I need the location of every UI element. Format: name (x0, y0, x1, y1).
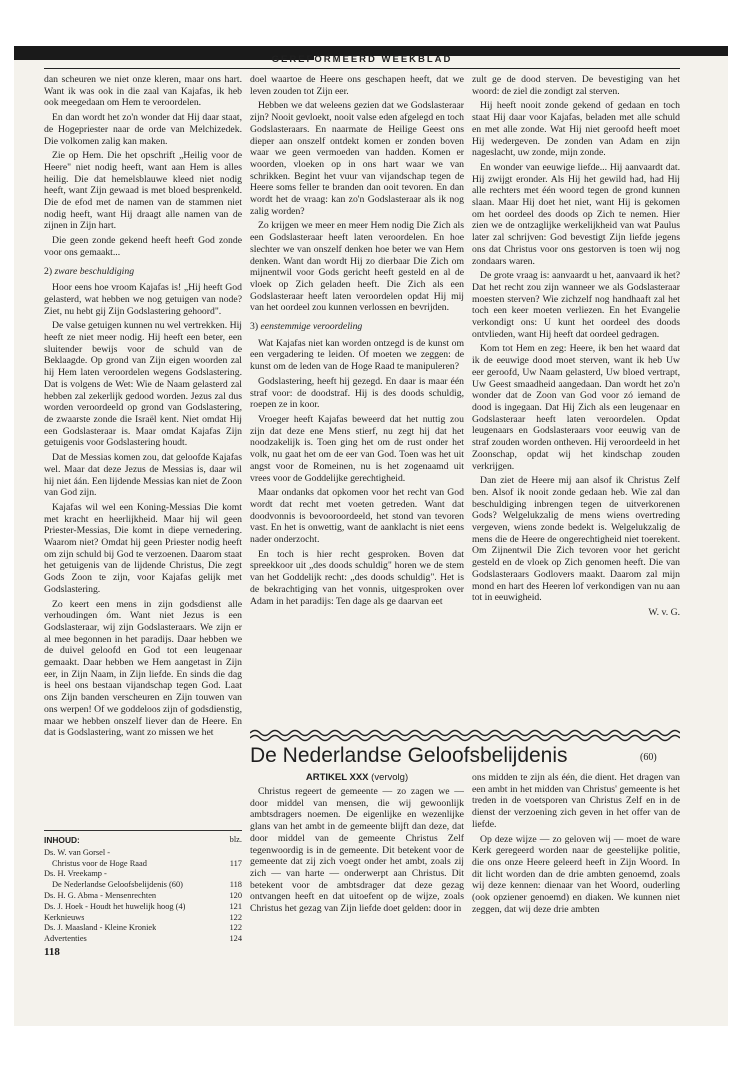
paragraph: Maar ondanks dat opkomen voor het recht van God wordt dat recht met voeten getreden. Want dat doodvonnis is bevooroordeeld, het stond van tevoren vast. En het is onwettig, want de aanklacht is niet eens nader onderzocht. (250, 487, 464, 546)
section-title: eenstemmige veroordeling (260, 321, 363, 333)
paragraph: Zie op Hem. Die het opschrift „Heilig voor de Heere" niet nodig heeft, want aan Hem is alles heilig. Die dat hemelsblauwe kleed niet nodig heeft, want Zijn gewaad is met bloed besprenkeld. Die de efod met de namen van de stammen niet nodig heeft, want Hij draagt alle namen van de zijnen in Zijn hart. (44, 150, 242, 232)
paragraph: Hoor eens hoe vroom Kajafas is! „Hij heeft God gelasterd, wat hebben we nog getuigen van node? Ziet, nu hebt gij Zijn Godslastering gehoord". (44, 282, 242, 317)
toc-entry[interactable] (44, 869, 242, 880)
paragraph: En dan wordt het zo'n wonder dat Hij daar staat, de Hogepriester naar de orde van Melchizedek. Die volkomen zalig kan maken. (44, 112, 242, 147)
page-number: 118 (44, 946, 60, 958)
toc-entry-label: Ds. J. Maasland - Kleine Kroniek (44, 923, 157, 933)
toc-entry-page: 122 (229, 912, 242, 922)
paragraph: De valse getuigen kunnen nu wel vertrekken. Hij heeft ze niet meer nodig. Hij heeft een beter, een sluitender bewijs voor de schuld van de Beklaagde. Op grond van Zijn eigen woorden zal hij Hem laten veroordelen wegens Godslastering. Dat is volgens de Wet: Wie de Naam gelasterd zal hebben zal zekerlijk gedood worden. Jezus zal dus worden veroordeeld op grond van Godslastering, de zwaarste zonde die Israël kent. Niet omdat Hij een Godslasteraar is. Maar omdat Kajafas Zijn getuigenis voor Godslastering houdt. (44, 320, 242, 449)
toc-entry-page: 118 (229, 880, 242, 890)
paragraph: dan scheuren we niet onze kleren, maar ons hart. Want ik was ook in die zaal van Kajafas, ik heb ook meegedaan om Hem te veroordelen. (44, 74, 242, 109)
section-number: 2) (44, 265, 53, 277)
paragraph: En toch is hier recht gesproken. Boven dat spreekkoor uit „des doods schuldig" horen we de stem van het Goddelijk recht: „des doods schuldig". Het is de bekrachtiging van het vonnis, uitgesproken over Adam in het paradijs: Ten dage als ge daarvan eet (250, 548, 464, 607)
paragraph: Godslastering, heeft hij gezegd. En daar is maar één straf voor: de doodstraf. Hij is des doods schuldig, roepen ze in koor. (250, 375, 464, 411)
author-signature: W. v. G. (648, 606, 680, 618)
toc-entry-label: Advertenties (44, 934, 87, 944)
toc-entry[interactable] (44, 902, 242, 913)
decorative-wave-divider (250, 728, 680, 742)
running-header: GEREFORMEERD WEEKBLAD (271, 54, 453, 65)
toc-entry-page (238, 848, 242, 859)
paragraph: ons midden te zijn als één, die dient. Het dragen van een ambt in het midden van Christus' gemeente is het treden in de voetsporen van Christus Zelf en in de dienst der verzoening zich geven in het offer van de liefde. (472, 772, 680, 830)
toc-entry-page: 121 (229, 901, 242, 911)
paragraph: Dat de Messias komen zou, dat geloofde Kajafas wel. Maar dat deze Jezus de Messias is, daar wil hij niet áán. Een lijdende Messias kan niet de Zoon van God zijn. (44, 452, 242, 499)
toc-entry[interactable] (44, 891, 242, 902)
paragraph: doel waartoe de Heere ons geschapen heeft, dat we leven zouden tot Zijn eer. (250, 74, 464, 97)
paragraph: Dan ziet de Heere mij aan alsof ik Christus Zelf ben. Alsof ik nooit zonde gedaan heb. Wie zal dan beschuldiging inbrengen tegen de uitverkorenen Gods? Welgelukzalig de mens wiens overtreding vergeven, wiens zonde bedekt is. Welgelukzalig de mens die de Heere de ongerechtigheid niet toerekent. Om Zijnentwil Die Zich tevoren voor het gericht gesteld en de vloek op Zich genomen heeft. Die van Godslasteraars Godlovers maakt. Daarom zal mijn mond en hart des Heeren lof verkondigen van nu aan tot in eeuwigheid. (472, 475, 680, 604)
paragraph: En wonder van eeuwige liefde... Hij aanvaardt dat. Hij zwijgt eronder. Als Hij het gewild had, had Hij alle rechters met één woord tegen de grond kunnen slaan. Maar Hij doet het niet, want Hij is gekomen om het oordeel des doods op Zich te nemen. Hier zien we de ontzaglijke werkelijkheid van wat Paulus later zal schrijven: God bevestigt Zijn liefde jegens ons dat Christus voor ons gestorven is toen wij nog zondaars waren. (472, 161, 680, 267)
toc-entry[interactable] (44, 880, 242, 891)
toc-page-label: blz. (229, 835, 242, 844)
table-of-contents (44, 830, 242, 945)
section-title: zware beschuldiging (54, 265, 135, 277)
article-subtitle-main: ARTIKEL XXX (305, 772, 369, 783)
toc-entry-page: 122 (229, 923, 242, 933)
paragraph: Op deze wijze — zo geloven wij — moet de ware Kerk geregeerd worden naar de geestelijke politie, die ons onze Heere geleerd heeft in Zijn Woord. In dit licht worden dan de drie ambten genoemd, zoals wij deze kennen: dienaar van het Woord, ouderling (ook opziener genoemd) en diaken. We kunnen niet zeggen, dat wij deze drie ambten (472, 833, 680, 915)
toc-entry-page: 120 (229, 890, 242, 900)
article-subtitle-suffix: (vervolg) (371, 772, 409, 783)
toc-heading-row (44, 835, 242, 846)
toc-entry-label: Kerknieuws (44, 912, 85, 922)
toc-entry-page: 117 (229, 858, 242, 868)
column-3 (472, 74, 680, 694)
toc-entry[interactable] (44, 859, 242, 870)
paragraph: Wat Kajafas niet kan worden ontzegd is de kunst om een vergadering te leiden. Of moeten we zeggen: de kunst om de leden van de Hoge Raad te manipuleren? (250, 337, 464, 373)
section-number: 3) (250, 321, 259, 333)
toc-entry[interactable] (44, 848, 242, 859)
article2-column-left (250, 786, 464, 976)
article-title: De Nederlandse Geloofsbelijdenis (250, 744, 568, 767)
article-number: (60) (640, 752, 657, 763)
toc-entry-page: 124 (229, 934, 242, 944)
toc-entry-label: Christus voor de Hoge Raad (52, 858, 147, 868)
paragraph: Zo keert een mens in zijn godsdienst alle verhoudingen óm. Want niet Jezus is een Godslasteraar, wij zijn Godslasteraars. We zijn er al mee begonnen in het paradijs. Daar hebben we de duivel geloofd en God tot een leugenaar gemaakt. Daar hebben we Hem aangetast in Zijn eer, in Zijn Naam, in Zijn liefde. En sinds die dag is heel ons bestaan vijandschap tegen God. Laat ons Zijn banden verscheuren en Zijn touwen van ons werpen! Of we goddeloos zijn of godsdienstig, maar we hebben onszelf liever dan de Heere. En dat is Godslastering, want zo missen we het (44, 598, 242, 739)
section-heading-2 (44, 266, 242, 278)
toc-entry[interactable] (44, 913, 242, 924)
article-subtitle (250, 772, 464, 783)
toc-entry-label: Ds. W. van Gorsel - (44, 847, 111, 857)
paragraph: Die geen zonde gekend heeft heeft God zonde voor ons gemaakt... (44, 235, 242, 258)
toc-entry[interactable] (44, 934, 242, 945)
toc-entry-label: Ds. J. Hoek - Houdt het huwelijk hoog (4) (44, 901, 186, 911)
paragraph: Hij heeft nooit zonde gekend of gedaan en toch staat Hij daar voor Kajafas, beladen met alle schuld en met alle zonde. Wat Hij niet geroofd heeft moet Hij wedergeven. De zonden van Adam en zijn nageslacht, uw zonde, mijn zonde. (472, 100, 680, 159)
toc-entry[interactable] (44, 923, 242, 934)
paragraph: De grote vraag is: aanvaardt u het, aanvaard ik het? Dat het recht zou zijn wanneer we als Godslasteraar moesten sterven? Wie zichzelf nog handhaaft zal het toch een keer moeten verliezen. En het Evangelie verkondigt ons: U kunt het oordeel des doods ontvlieden, want Hij heeft dat oordeel gedragen. (472, 270, 680, 340)
toc-entry-label: De Nederlandse Geloofsbelijdenis (60) (52, 880, 183, 890)
paragraph: zult ge de dood sterven. De bevestiging van het woord: de ziel die zondigt zal sterven. (472, 74, 680, 97)
column-1 (44, 74, 242, 824)
paragraph: Zo krijgen we meer en meer Hem nodig Die Zich als een Godslasteraar heeft laten veroordelen. En hoe slechter we van onszelf denken hoe beter we van Hem denken. Want dan wordt Hij zo dierbaar Die Zich om mijnentwil voor Gods gericht heeft gesteld en al de vloek op Zich geladen heeft. Die Zich als een Godslasteraar heeft laten veroordelen opdat Hij mij van het oordeel zou kunnen verlossen en bevrijden. (250, 220, 464, 314)
toc-entry-page (238, 869, 242, 880)
toc-heading: INHOUD: (44, 835, 80, 845)
paragraph: Vroeger heeft Kajafas beweerd dat het nuttig zou zijn dat deze ene Mens stierf, nu zegt hij dat het noodzakelijk is. Toen ging het om de rust onder het volk, nu gaat het om de eer van God. Toen was het uit angst voor de Romeinen, nu is het zogenaamd uit vrees voor de Goddelijke gerechtigheid. (250, 413, 464, 484)
section-heading-3 (250, 321, 464, 333)
toc-entry-label: Ds. H. G. Abma - Mensenrechten (44, 890, 157, 900)
header-rule (44, 68, 680, 69)
toc-entry-label: Ds. H. Vreekamp - (44, 869, 107, 879)
paragraph: Christus regeert de gemeente — zo zagen we — door middel van mensen, die wij gewoonlijk ambtsdragers noemen. De eigenlijke en wezenlijke glans van het ambt in de gemeente blijft dan deze, dat door middel van de gemeente Christus Zelf tegenwoordig is in de gemeente. Dit betekent voor de gemeente dat zij zich voegt onder het ambt, zoals zij zich — van harte — onderwerpt aan Christus. Dit betekent voor de ambtsdrager dat deze gezag ontvangen heeft en dat uitoefent op de wijze, zoals Christus het gezag van Zijn liefde doet gelden: door in (250, 786, 464, 915)
column-2 (250, 74, 464, 724)
paragraph: Kom tot Hem en zeg: Heere, ik ben het waard dat ik de eeuwige dood moet sterven, want ik heb Uw eer geroofd, Uw Naam gelasterd, Uw bloed vertrapt, Uw Geest smaadheid aangedaan. Dan wordt het zo'n wonder dat de Zoon van God voor zó iemand de dood is ingegaan. Dat Hij Zich als een leugenaar en Godslasteraar heeft laten veroordelen. Opdat leugenaars en Godslasteraars voor eeuwig van de straf zouden worden ontheven. Hij veroordeeld in het Zoonschap, opdat wij het kindschap zouden verkrijgen. (472, 343, 680, 472)
paragraph: Kajafas wil wel een Koning-Messias Die komt met kracht en heerlijkheid. Maar hij wil geen Priester-Messias, Die komt in diepe vernedering. Waarom niet? Omdat hij geen Priester nodig heeft om zijn schuld bij God te verzoenen. Daarom staat het getuigenis van de lijdende Christus, Die zegt Gods Zoon te zijn, voor Kajafas gelijk met Godslastering. (44, 501, 242, 595)
article2-column-right (472, 772, 680, 977)
paragraph: Hebben we dat weleens gezien dat we Godslasteraar zijn? Nooit gevloekt, nooit valse eden afgelegd en toch Godslasteraars. En naarmate de Heilige Geest ons dieper aan onszelf ontdekt komen er zonden boven waar we geen vermoeden van hadden. Komen er woorden, vloeken op in ons hart waar we van schrikken. Begint het vuur van vijandschap tegen de Heere soms feller te branden dan ooit tevoren. En dan wordt het de vraag: kan zo'n Godslasteraar als ik nog zalig worden? (250, 100, 464, 217)
